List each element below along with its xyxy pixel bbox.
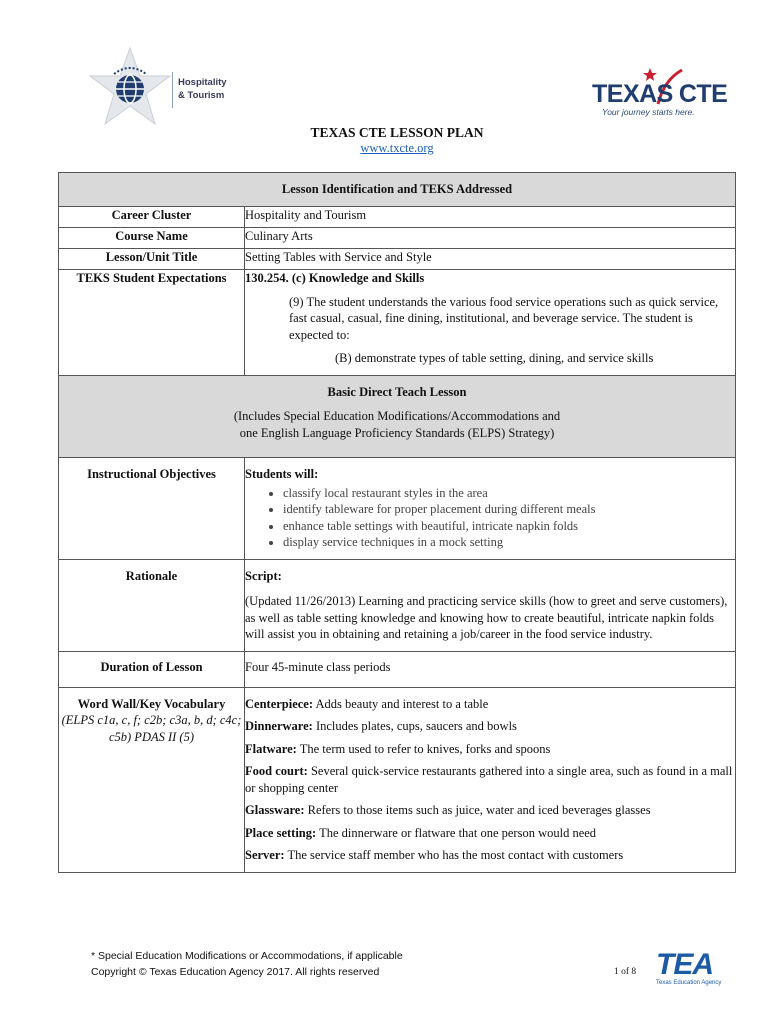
teks-content <box>245 270 736 376</box>
cte-word: CTE <box>678 80 728 108</box>
vocab-entry <box>245 802 735 819</box>
objectives-list <box>245 485 735 551</box>
page-number: 1 of 8 <box>614 967 637 977</box>
vocab-definition: Includes plates, cups, saucers and bowls <box>315 719 517 733</box>
objective-item: • classify local restaurant styles in the area <box>283 485 735 502</box>
rationale-row <box>59 559 736 651</box>
vocabulary-row <box>59 687 736 872</box>
texas-cte-logo <box>590 66 728 122</box>
teks-item-9: (9) The student understands the various food service operations such as quick service, fast casual, casual, fine dining, institutional, and beverage service. The student is expected to: <box>289 294 719 342</box>
teks-heading: 130.254. (c) Knowledge and Skills <box>245 271 425 285</box>
objective-item: • display service techniques in a mock setting <box>283 534 735 551</box>
logo-tagline: Your journey starts here. <box>602 107 695 117</box>
lesson-title-value: Setting Tables with Service and Style <box>245 249 736 270</box>
vocab-term: Flatware: <box>245 741 297 756</box>
vocab-entry <box>245 696 735 713</box>
footer-note: * Special Education Modifications or Accommodations, if applicable <box>91 950 403 962</box>
vocab-entry <box>245 718 735 735</box>
section2-heading: Basic Direct Teach Lesson <box>327 384 467 399</box>
vocab-entry <box>245 825 735 842</box>
vocab-entry <box>245 847 735 864</box>
page-title: TEXAS CTE LESSON PLAN <box>310 125 484 140</box>
texas-word: TEXAS <box>592 80 673 108</box>
hospitality-tourism-logo <box>88 46 238 126</box>
lesson-table <box>58 172 736 873</box>
vocab-term: Place setting: <box>245 825 317 840</box>
objectives-label: Instructional Objectives <box>59 458 245 560</box>
tea-wordmark: TEA <box>656 948 713 981</box>
section1-heading: Lesson Identification and TEKS Addressed <box>59 173 736 207</box>
vocabulary-label-cell <box>59 687 245 872</box>
vocab-definition: Refers to those items such as juice, water and iced beverages glasses <box>307 803 651 817</box>
logo-text <box>178 76 227 102</box>
section2-sub1: (Includes Special Education Modifications/Accommodations and <box>233 409 561 423</box>
vocabulary-content <box>245 687 736 872</box>
vocab-definition: The term used to refer to knives, forks and spoons <box>299 741 551 756</box>
career-cluster-value: Hospitality and Tourism <box>245 207 736 228</box>
rationale-label: Rationale <box>59 559 245 651</box>
texas-cte-wordmark <box>592 80 727 109</box>
tea-logo <box>656 950 726 990</box>
section1-heading-row <box>59 173 736 207</box>
objectives-content <box>245 458 736 560</box>
website-link[interactable]: www.txcte.org <box>360 141 434 155</box>
rationale-content <box>245 559 736 651</box>
lesson-title-row <box>59 249 736 270</box>
teks-row <box>59 270 736 376</box>
vocab-definition: The service staff member who has the most contact with customers <box>287 848 624 862</box>
vocab-entry <box>245 741 735 758</box>
footer-copyright: Copyright © Texas Education Agency 2017. All rights reserved <box>91 966 380 978</box>
logo-divider <box>172 72 173 108</box>
logo-text-line1: Hospitality <box>178 77 227 88</box>
rationale-text: (Updated 11/26/2013) Learning and practicing service skills (how to greet and serve customers), as well as table setting knowledge and knowing how to create beautiful, intricate napkin folds will assist you in obtaining and retaining a job/career in the food service industry. <box>245 594 728 641</box>
vocab-entry <box>245 763 735 796</box>
rationale-heading: Script: <box>245 568 282 583</box>
vocab-definition: The dinnerware or flatware that one person would need <box>319 825 597 840</box>
objective-item: • enhance table settings with beautiful, intricate napkin folds <box>283 518 735 535</box>
footer <box>91 948 403 980</box>
course-name-label: Course Name <box>59 228 245 249</box>
duration-value: Four 45-minute class periods <box>245 651 736 687</box>
course-name-row <box>59 228 736 249</box>
vocab-definition: Adds beauty and interest to a table <box>315 696 489 711</box>
objective-item: • identify tableware for proper placement during different meals <box>283 501 735 518</box>
vocab-term: Server: <box>245 848 285 862</box>
objectives-intro: Students will: <box>245 467 319 481</box>
star-globe-icon <box>88 46 172 126</box>
logo-text-line2: & Tourism <box>178 90 225 101</box>
teks-item-9b: (B) demonstrate types of table setting, dining, and service skills <box>335 351 654 365</box>
vocabulary-sublabel: (ELPS c1a, c, f; c2b; c3a, b, d; c4c; c5b) PDAS II (5) <box>61 713 242 744</box>
lesson-title-label: Lesson/Unit Title <box>59 249 245 270</box>
vocabulary-label: Word Wall/Key Vocabulary <box>77 696 226 711</box>
vocab-term: Centerpiece: <box>245 696 314 711</box>
section2-heading-cell <box>59 375 736 458</box>
duration-label: Duration of Lesson <box>59 651 245 687</box>
career-cluster-row <box>59 207 736 228</box>
career-cluster-label: Career Cluster <box>59 207 245 228</box>
course-name-value: Culinary Arts <box>245 228 736 249</box>
section2-heading-row <box>59 375 736 458</box>
vocab-term: Food court: <box>245 764 308 778</box>
teks-label: TEKS Student Expectations <box>59 270 245 376</box>
vocab-term: Glassware: <box>245 803 305 817</box>
vocab-definition: Several quick-service restaurants gathered into a single area, such as found in a mall or shopping center <box>245 764 733 795</box>
duration-row <box>59 651 736 687</box>
tea-subtitle: Texas Education Agency <box>656 980 722 986</box>
vocab-term: Dinnerware: <box>245 719 313 733</box>
objectives-row <box>59 458 736 560</box>
section2-sub2: one English Language Proficiency Standards (ELPS) Strategy) <box>239 425 555 440</box>
